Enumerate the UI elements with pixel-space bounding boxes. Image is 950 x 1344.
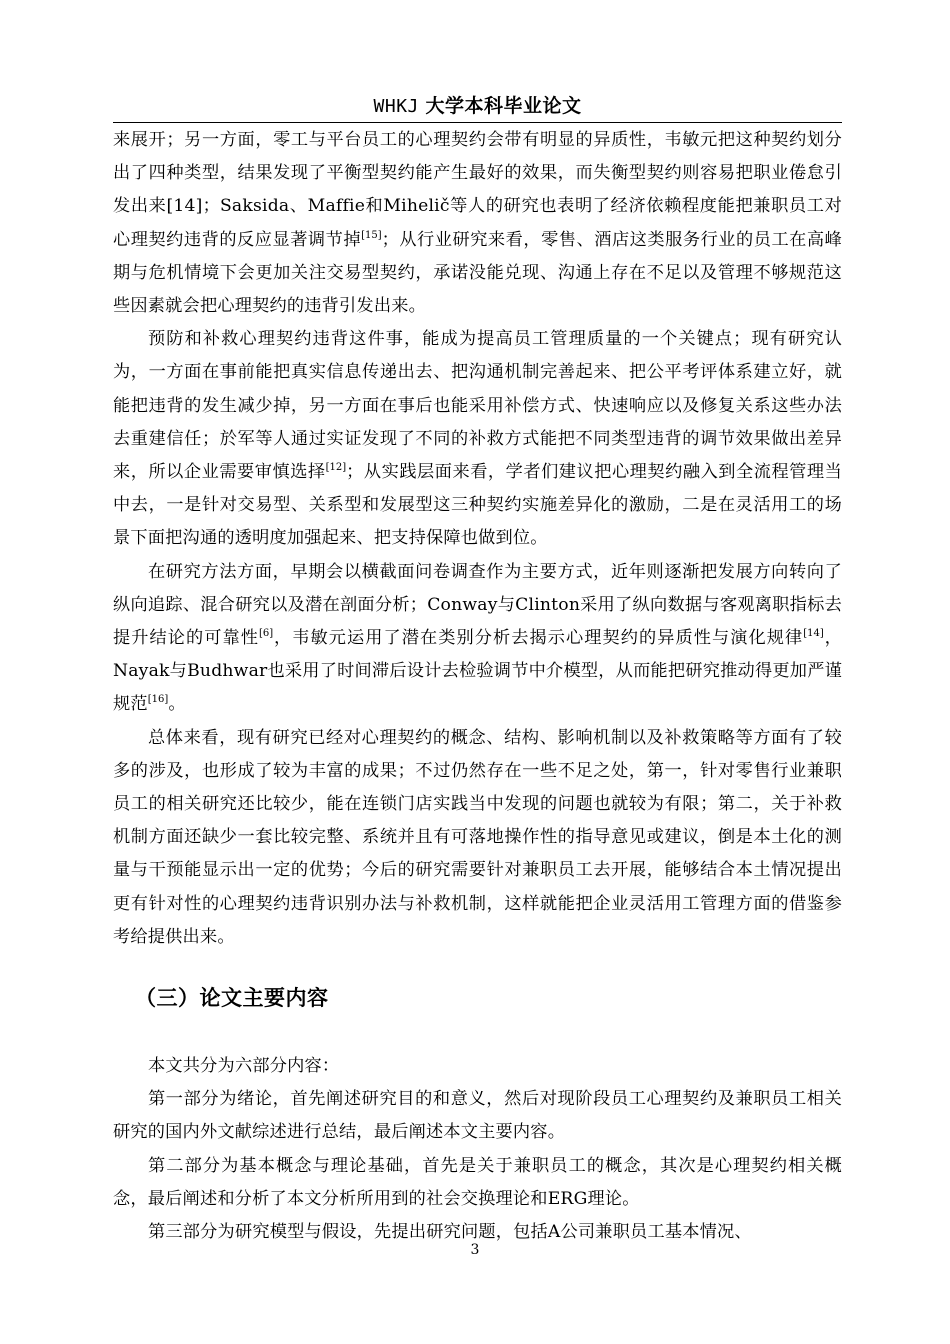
citation-ref: [16] <box>147 694 169 706</box>
citation-ref: [15] <box>361 229 382 241</box>
content-paragraph: 第二部分为基本概念与理论基础，首先是关于兼职员工的概念，其次是心理契约相关概念，最后阐述和分析了本文分析所用到的社会交换理论和ERG理论。 <box>113 1155 842 1209</box>
paragraph-text: ；从行业研究来看，零售、酒店这类服务行业的员工在高峰期与危机情境下会更加关注交易型契约，承诺没能兑现、沟通上存在不足以及管理不够规范这些因素就会把心理契约的违背引发出来。 <box>113 229 842 317</box>
paragraph-text: 。 <box>168 694 186 715</box>
header-rule <box>113 122 842 123</box>
header-title: 大学本科毕业论文 <box>425 95 582 117</box>
paragraph-continuation <box>113 124 842 323</box>
citation-ref: [12] <box>325 462 347 474</box>
paragraph-text: 总体来看，现有研究已经对心理契约的概念、结构、影响机制以及补救策略等方面有了较多的涉及，也形成了较为丰富的成果；不过仍然存在一些不足之处，第一，针对零售行业兼职员工的相关研究还比较少，能在连锁门店实践当中发现的问题也就较为有限；第二，关于补救机制方面还缺少一套比较完整、系统并且有可落地操作性的指导意见或建议，倒是本土化的测量与干预能显示出一定的优势；今后的研究需要针对兼职员工去开展，能够结合本土情况提出更有针对性的心理契约违背识别办法与补救机制，这样就能把企业灵活用工管理方面的借鉴参考给提供出来。 <box>113 727 842 947</box>
header-abbreviation: WHKJ <box>373 96 419 117</box>
content-paragraph: 本文共分为六部分内容： <box>148 1056 340 1077</box>
paragraph-methods <box>113 556 842 722</box>
content-paragraph: 第一部分为绪论，首先阐述研究目的和意义，然后对现阶段员工心理契约及兼职员工相关研究的国内外文献综述进行总结，最后阐述本文主要内容。 <box>113 1089 842 1143</box>
page-number: 3 <box>470 1242 480 1258</box>
paragraph-text: 预防和补救心理契约违背这件事，能成为提高员工管理质量的一个关键点；现有研究认为，一方面在事前能把真实信息传递出去、把沟通机制完善起来、把公平考评体系建立好，就能把违背的发生减少掉，另一方面在事后也能采用补偿方式、快速响应以及修复关系这些办法去重建信任；於军等人通过实证发现了不同的补救方式能把不同类型违背的调节效果做出差异来，所以企业需要审慎选择 <box>113 329 842 483</box>
paragraph-text: 来展开；另一方面，零工与平台员工的心理契约会带有明显的异质性，韦敏元把这种契约划分出了四种类型，结果发现了平衡型契约能产生最好的效果，而失衡型契约则容易把职业倦怠引发出来[14]；Saksida、Maffie和Mihelič等人的研究也表明了经济依赖程度能把兼职员工对心理契约违背的反应显著调节掉 <box>113 130 842 250</box>
citation-ref: [14] <box>803 628 824 640</box>
content-paragraph: 第三部分为研究模型与假设，先提出研究问题，包括A公司兼职员工基本情况、 <box>148 1222 752 1243</box>
section-heading: （三）论文主要内容 <box>135 986 329 1011</box>
paragraph-text: 在研究方法方面，早期会以横截面问卷调查作为主要方式，近年则逐渐把发展方向转向了纵向追踪、混合研究以及潜在剖面分析；Conway与Clinton采用了纵向数据与客观离职指标去提升结论的可靠性 <box>113 561 842 649</box>
running-header <box>113 91 842 121</box>
paragraph-remedy <box>113 323 842 555</box>
paragraph-text: ；从实践层面来看，学者们建议把心理契约融入到全流程管理当中去，一是针对交易型、关系型和发展型这三种契约实施差异化的激励，二是在灵活用工的场景下面把沟通的透明度加强起来、把支持保障也做到位。 <box>113 462 842 549</box>
paragraph-text: ，韦敏元运用了潜在类别分析去揭示心理契约的异质性与演化规律 <box>273 628 804 649</box>
paragraph-text: ，Nayak与Budhwar也采用了时间滞后设计去检验调节中介模型，从而能把研究推动得更加严谨规范 <box>113 628 842 715</box>
citation-ref: [6] <box>258 628 274 640</box>
paragraph-summary <box>113 722 842 954</box>
body-text <box>113 124 842 1249</box>
